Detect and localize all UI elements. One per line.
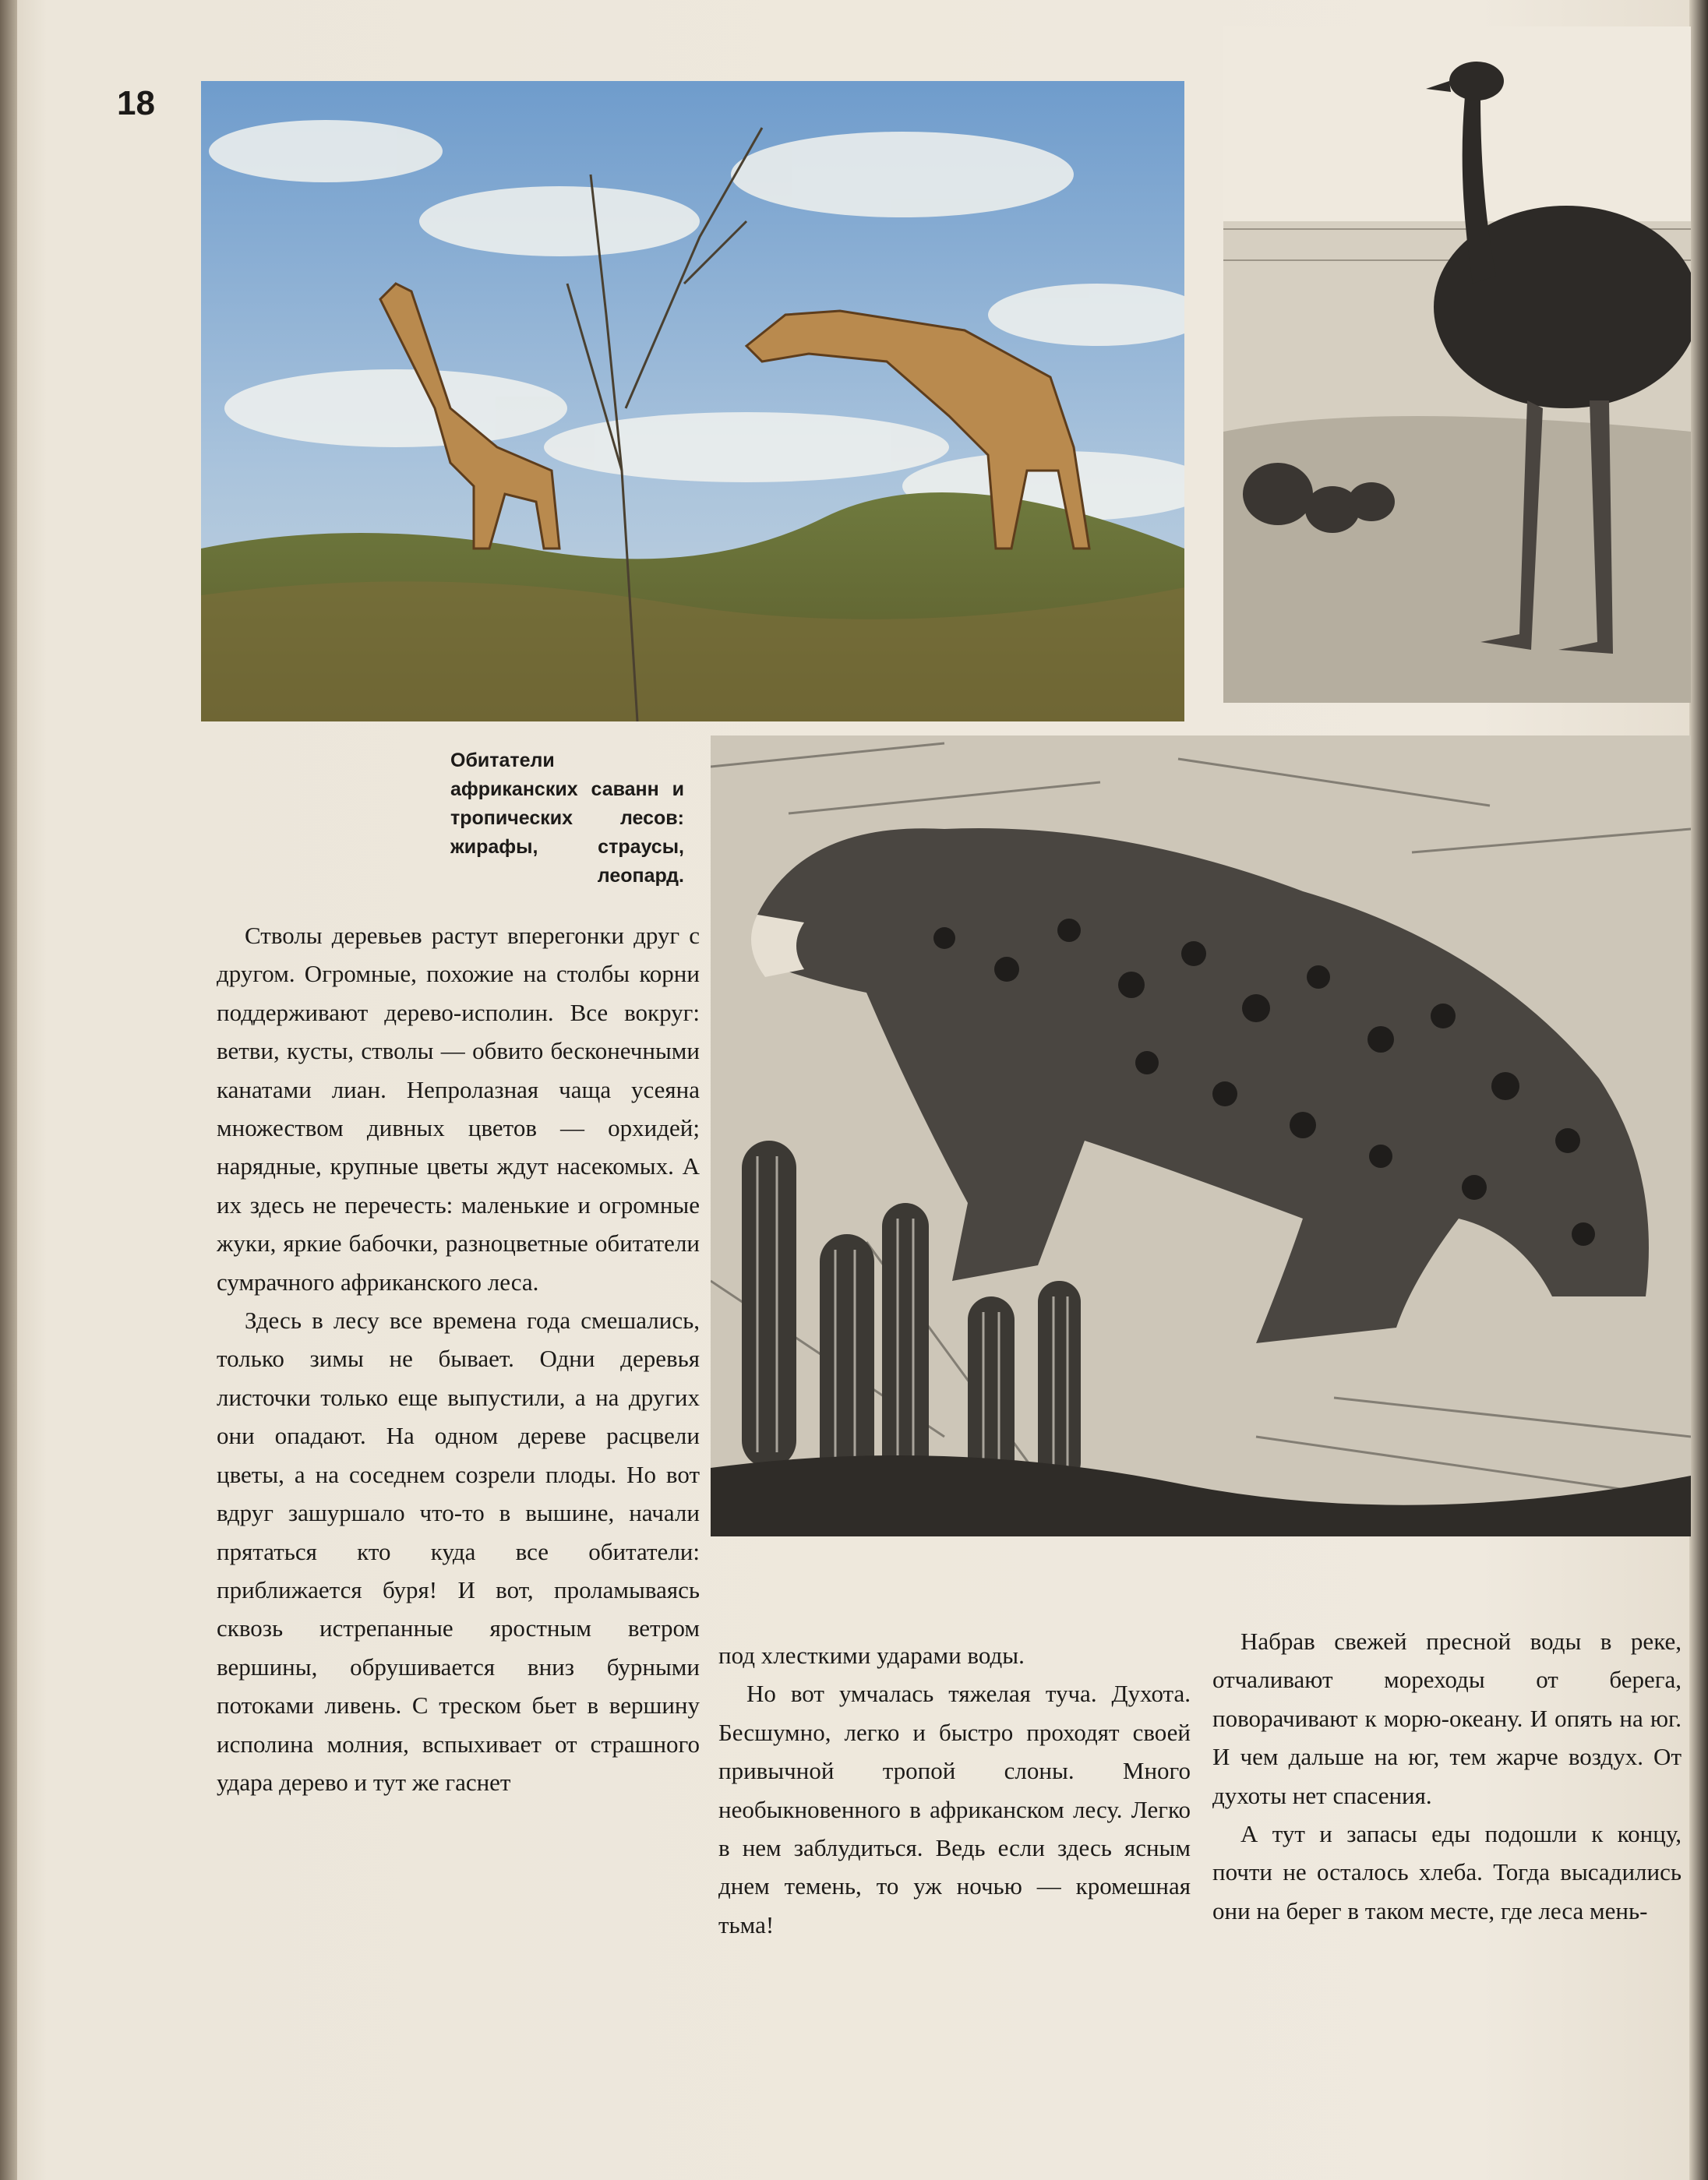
text-column-3: [1212, 1622, 1682, 1930]
paragraph: под хлесткими ударами воды.: [718, 1642, 1025, 1669]
paragraph: Здесь в лесу все времена года смешались, только зимы не бывает. Одни деревья листочки только еще выпустили, а на других они опадают. На одном дереве расцвели цветы, а на соседнем созрели плоды. Но вот вдруг зашуршало что-то в вышине, начали прятаться кто куда все обитатели: приближается буря! И вот, проламываясь сквозь истрепанные яростным ветром вершины, обрушивается вниз бурными потоками ливень. С треском бьет в вершину исполина молния, вспыхивает от страшного удара дерево и тут же гаснет: [217, 1307, 700, 1796]
text-column-2: [718, 1636, 1191, 1944]
text-column-1: [217, 916, 700, 1801]
leopard-engraving: [711, 735, 1691, 1536]
book-spine: [0, 0, 17, 2180]
paragraph: Набрав свежей пресной воды в реке, отчаливают мореходы от берега, поворачивают к морю-океану. И опять на юг. И чем дальше на юг, тем жарче воздух. От духоты нет спасения.: [1212, 1628, 1682, 1809]
paragraph: Но вот умчалась тяжелая туча. Духота. Бесшумно, легко и быстро проходят своей привычной тропой слоны. Много необыкновенного в африканском лесу. Легко в нем заблудиться. Ведь если здесь ясным днем темень, то уж ночью — кромешная тьма!: [718, 1680, 1191, 1938]
ostrich-engraving: [1223, 26, 1691, 703]
paragraph: Стволы деревьев растут вперегонки друг с другом. Огромные, похожие на столбы корни поддерживают дерево-исполин. Все вокруг: ветви, кусты, стволы — обвито бесконечными канатами лиан. Непролазная чаща усеяна множеством дивных цветов — орхидей; нарядные, крупные цветы ждут насекомых. А их здесь не перечесть: маленькие и огромные жуки, яркие бабочки, разноцветные обитатели сумрачного африканского леса.: [217, 922, 700, 1296]
page-edge-shadow: [1689, 0, 1708, 2180]
giraffes-photo: [201, 81, 1184, 721]
figure-caption: Обитатели африканских саванн и тропических лесов: жирафы, страусы, леопард.: [450, 750, 684, 887]
page-number: 18: [117, 84, 155, 122]
paragraph: А тут и запасы еды подошли к концу, почти не осталось хлеба. Тогда высадились они на берег в таком месте, где леса мень-: [1212, 1820, 1682, 1924]
